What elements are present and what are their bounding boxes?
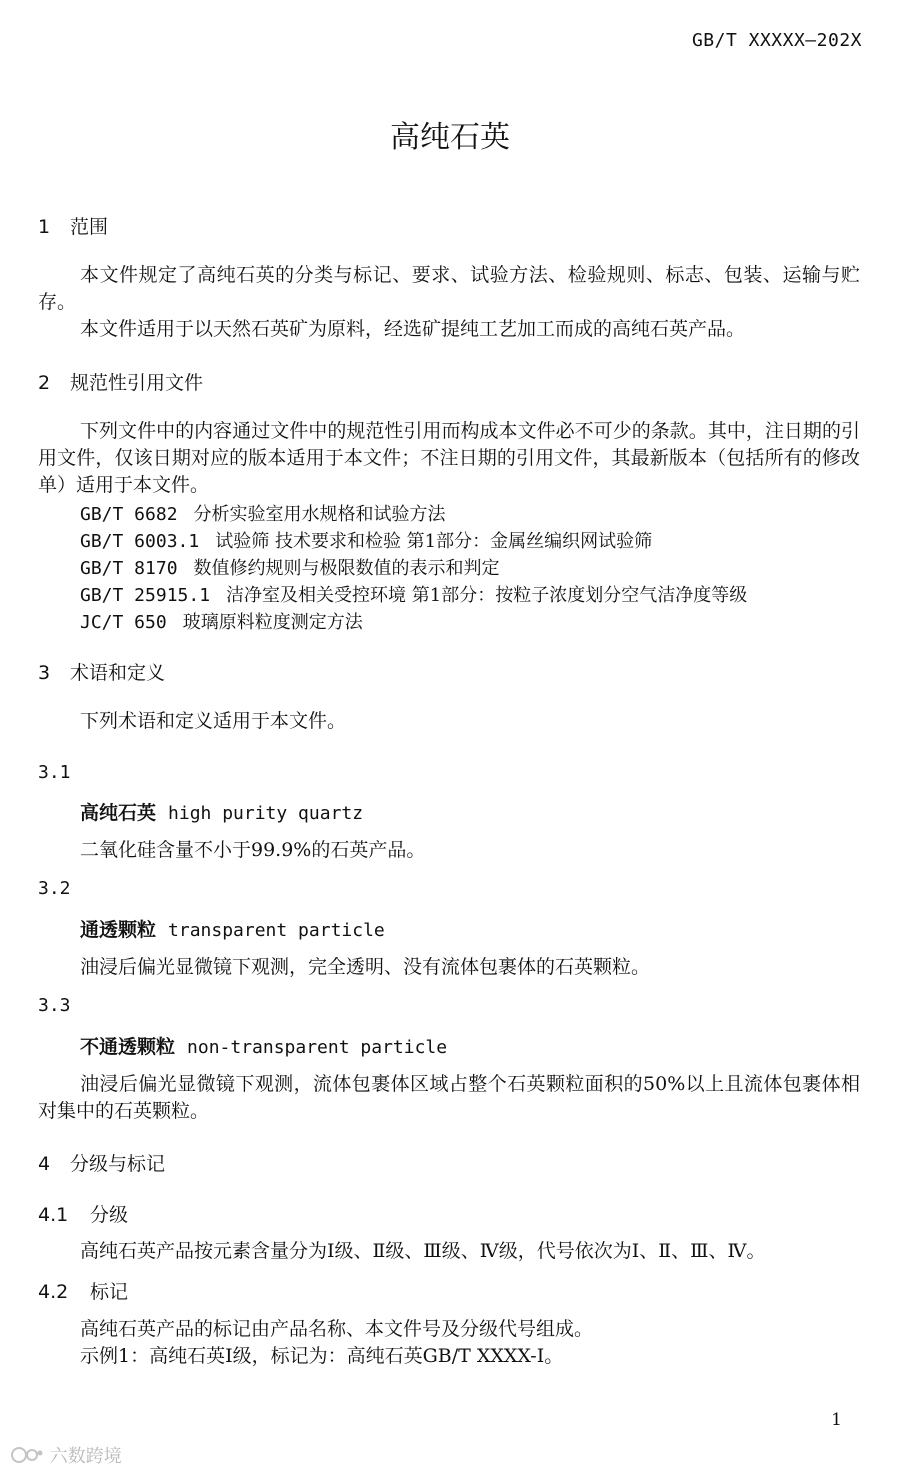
reference-name: 玻璃原料粒度测定方法 bbox=[182, 612, 363, 633]
section-title: 术语和定义 bbox=[70, 662, 166, 684]
reference-item bbox=[80, 500, 446, 526]
section-2-heading bbox=[38, 368, 203, 395]
subsection-4-2-paragraph-1: 高纯石英产品的标记由产品名称、本文件号及分级代号组成。 bbox=[80, 1318, 594, 1340]
section-3-heading bbox=[38, 658, 165, 685]
subsection-4-1-paragraph: 高纯石英产品按元素含量分为Ⅰ级、Ⅱ级、Ⅲ级、Ⅳ级，代号依次为Ⅰ、Ⅱ、Ⅲ、Ⅳ。 bbox=[80, 1240, 766, 1262]
reference-item bbox=[80, 527, 652, 553]
page-number: 1 bbox=[831, 1410, 842, 1430]
reference-code: GB/T 8170 bbox=[80, 558, 178, 579]
section-title: 规范性引用文件 bbox=[70, 372, 204, 394]
section-2-paragraph-1: 下列文件中的内容通过文件中的规范性引用而构成本文件必不可少的条款。其中，注日期的引用文件，仅该日期对应的版本适用于本文件；不注日期的引用文件，其最新版本（包括所有的修改单）适用于本文件。 bbox=[38, 420, 860, 496]
subsection-4-2-heading bbox=[38, 1277, 128, 1304]
term-zh: 不通透颗粒 bbox=[80, 1036, 176, 1058]
reference-code: JC/T 650 bbox=[80, 612, 167, 633]
term-zh: 高纯石英 bbox=[80, 802, 157, 824]
term-heading bbox=[80, 915, 385, 942]
reference-name: 数值修约规则与极限数值的表示和判定 bbox=[193, 558, 500, 579]
term-zh: 通透颗粒 bbox=[80, 919, 157, 941]
watermark bbox=[10, 1442, 122, 1468]
term-heading bbox=[80, 1032, 447, 1059]
term-en: non-transparent particle bbox=[187, 1037, 448, 1058]
section-number: 4 bbox=[38, 1153, 51, 1175]
reference-code: GB/T 6682 bbox=[80, 504, 178, 525]
subsection-number: 4.2 bbox=[38, 1281, 69, 1303]
document-title: 高纯石英 bbox=[390, 120, 510, 155]
watermark-text: 六数跨境 bbox=[49, 1446, 122, 1467]
reference-name: 分析实验室用水规格和试验方法 bbox=[193, 504, 446, 525]
section-number: 3 bbox=[38, 662, 51, 684]
reference-code: GB/T 25915.1 bbox=[80, 585, 211, 606]
term-definition: 油浸后偏光显微镜下观测，流体包裹体区域占整个石英颗粒面积的50%以上且流体包裹体相对集中的石英颗粒。 bbox=[38, 1073, 860, 1122]
section-4-heading bbox=[38, 1149, 165, 1176]
reference-code: GB/T 6003.1 bbox=[80, 531, 200, 552]
term-number: 3.3 bbox=[38, 995, 71, 1016]
section-number: 1 bbox=[38, 216, 51, 238]
reference-item bbox=[80, 554, 500, 580]
watermark-logo-icon bbox=[10, 1445, 44, 1465]
subsection-4-1-heading bbox=[38, 1200, 128, 1227]
section-title: 分级与标记 bbox=[70, 1153, 166, 1175]
term-definition: 二氧化硅含量不小于99.9%的石英产品。 bbox=[80, 839, 426, 861]
section-1-heading bbox=[38, 212, 108, 239]
term-heading bbox=[80, 798, 363, 825]
term-number: 3.2 bbox=[38, 878, 71, 899]
standard-code: GB/T XXXXX—202X bbox=[691, 30, 862, 51]
subsection-4-2-example: 示例1：高纯石英Ⅰ级，标记为：高纯石英GB/T XXXX-Ⅰ。 bbox=[80, 1345, 564, 1367]
section-1-paragraph-1: 本文件规定了高纯石英的分类与标记、要求、试验方法、检验规则、标志、包装、运输与贮存。 bbox=[38, 264, 860, 313]
subsection-number: 4.1 bbox=[38, 1204, 69, 1226]
section-title: 范围 bbox=[70, 216, 109, 238]
section-3-paragraph-1: 下列术语和定义适用于本文件。 bbox=[80, 710, 347, 732]
section-number: 2 bbox=[38, 372, 51, 394]
reference-name: 试验筛 技术要求和检验 第1部分：金属丝编织网试验筛 bbox=[215, 531, 653, 552]
subsection-title: 分级 bbox=[90, 1204, 129, 1226]
reference-name: 洁净室及相关受控环境 第1部分：按粒子浓度划分空气洁净度等级 bbox=[226, 585, 748, 606]
reference-item bbox=[80, 608, 363, 634]
subsection-title: 标记 bbox=[90, 1281, 129, 1303]
term-number: 3.1 bbox=[38, 762, 71, 783]
term-definition: 油浸后偏光显微镜下观测，完全透明、没有流体包裹体的石英颗粒。 bbox=[80, 956, 651, 978]
section-1-paragraph-2: 本文件适用于以天然石英矿为原料，经选矿提纯工艺加工而成的高纯石英产品。 bbox=[80, 318, 746, 340]
reference-item bbox=[80, 581, 747, 607]
term-en: high purity quartz bbox=[168, 803, 364, 824]
term-en: transparent particle bbox=[168, 920, 385, 941]
